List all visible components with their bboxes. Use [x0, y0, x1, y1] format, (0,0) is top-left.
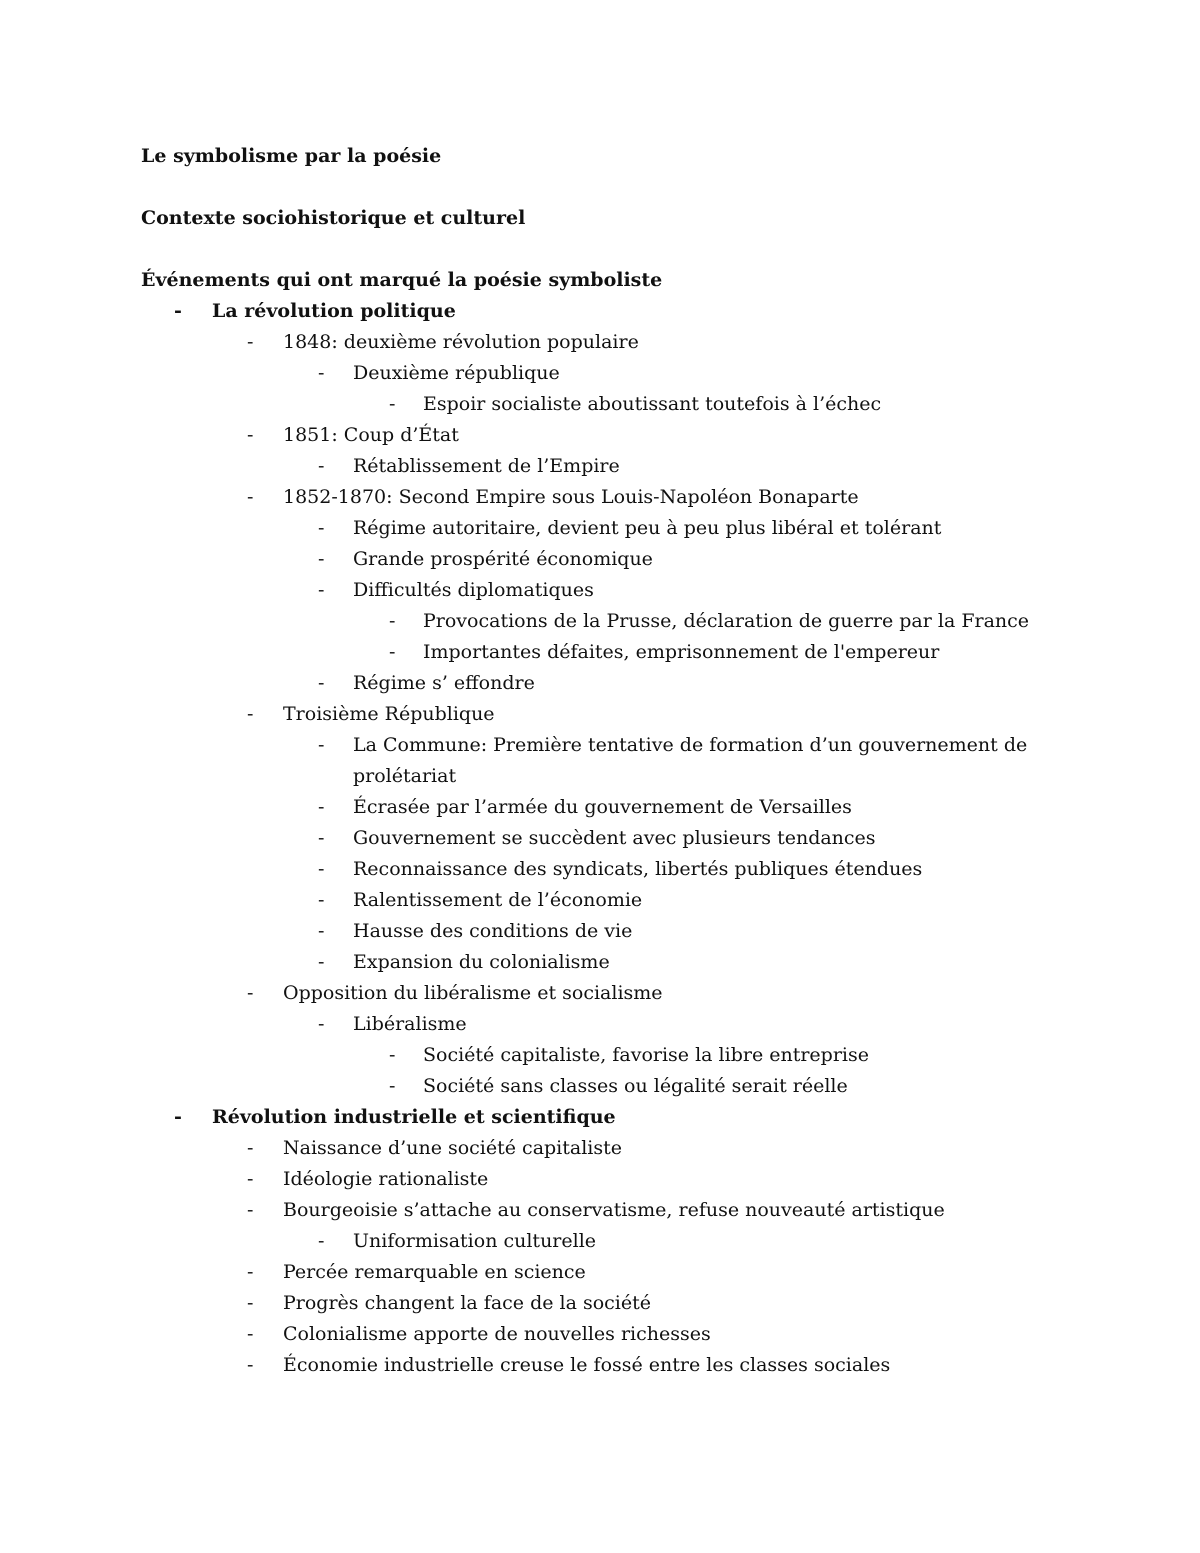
outline-item-text: Troisième République: [283, 703, 495, 725]
outline-item-level-3: [0, 823, 1200, 854]
outline-item-level-1: [0, 296, 1200, 327]
bullet-dash: -: [247, 1292, 254, 1314]
bullet-dash: -: [318, 1013, 325, 1035]
outline-item-level-2: [0, 482, 1200, 513]
outline-item-text: Rétablissement de l’Empire: [353, 455, 620, 477]
outline-item-level-2: [0, 1257, 1200, 1288]
outline-item-level-4: [0, 1071, 1200, 1102]
outline-item-level-2: [0, 1195, 1200, 1226]
bullet-dash: -: [389, 1044, 396, 1066]
outline-item-level-3: [0, 730, 1200, 792]
outline-item-level-3: [0, 947, 1200, 978]
bullet-dash: -: [318, 796, 325, 818]
outline-item-text: La révolution politique: [212, 300, 456, 322]
bullet-dash: -: [318, 579, 325, 601]
outline-item-text: Ralentissement de l’économie: [353, 889, 643, 911]
outline-item-level-4: [0, 637, 1200, 668]
outline-item-level-3: [0, 854, 1200, 885]
bullet-dash: -: [247, 1354, 254, 1376]
bullet-dash: -: [318, 517, 325, 539]
outline-item-text: Idéologie rationaliste: [283, 1168, 489, 1190]
outline-item-text: Progrès changent la face de la société: [283, 1292, 651, 1314]
outline-item-level-2: [0, 327, 1200, 358]
bullet-dash: -: [318, 1230, 325, 1252]
bullet-dash: -: [247, 1137, 254, 1159]
outline-item-text: Colonialisme apporte de nouvelles richesses: [283, 1323, 711, 1345]
outline-item-level-3: [0, 885, 1200, 916]
outline-item-level-4: [0, 1040, 1200, 1071]
outline-item-text: Hausse des conditions de vie: [353, 920, 633, 942]
outline-item-text: Grande prospérité économique: [353, 548, 653, 570]
outline-item-text: La Commune: Première tentative de formation d’un gouvernement de prolétariat: [353, 734, 1028, 787]
outline-item-level-3: [0, 513, 1200, 544]
outline-item-text: Libéralisme: [353, 1013, 467, 1035]
outline-item-level-3: [0, 668, 1200, 699]
outline-item-level-4: [0, 389, 1200, 420]
outline-item-level-2: [0, 1164, 1200, 1195]
outline-item-text: Gouvernement se succèdent avec plusieurs tendances: [353, 827, 876, 849]
outline-item-level-3: [0, 358, 1200, 389]
outline-item-text: Expansion du colonialisme: [353, 951, 610, 973]
outline-item-level-2: [0, 1350, 1200, 1381]
bullet-dash: -: [247, 1323, 254, 1345]
outline-item-text: Difficultés diplomatiques: [353, 579, 594, 601]
outline-item-level-3: [0, 792, 1200, 823]
bullet-dash: -: [318, 362, 325, 384]
bullet-dash: -: [318, 548, 325, 570]
outline-item-text: Écrasée par l’armée du gouvernement de Versailles: [353, 796, 852, 818]
outline-item-text: Société capitaliste, favorise la libre entreprise: [423, 1044, 869, 1066]
bullet-dash: -: [174, 300, 182, 322]
bullet-dash: -: [318, 672, 325, 694]
bullet-dash: -: [247, 982, 254, 1004]
outline-item-level-3: [0, 916, 1200, 947]
outline-item-text: Régime autoritaire, devient peu à peu plus libéral et tolérant: [353, 517, 942, 539]
bullet-dash: -: [247, 1261, 254, 1283]
bullet-outline: [0, 296, 1200, 1381]
bullet-dash: -: [247, 331, 254, 353]
outline-item-text: Espoir socialiste aboutissant toutefois à l’échec: [423, 393, 882, 415]
bullet-dash: -: [174, 1106, 182, 1128]
outline-item-level-4: [0, 606, 1200, 637]
bullet-dash: -: [247, 1168, 254, 1190]
outline-item-text: 1848: deuxième révolution populaire: [283, 331, 639, 353]
outline-item-text: Régime s’ effondre: [353, 672, 535, 694]
subsection-heading: Événements qui ont marqué la poésie symboliste: [141, 269, 663, 291]
outline-item-text: Société sans classes ou légalité serait réelle: [423, 1075, 848, 1097]
bullet-dash: -: [318, 889, 325, 911]
outline-item-text: Bourgeoisie s’attache au conservatisme, refuse nouveauté artistique: [283, 1199, 945, 1221]
bullet-dash: -: [247, 703, 254, 725]
outline-item-level-2: [0, 978, 1200, 1009]
bullet-dash: -: [318, 858, 325, 880]
outline-item-text: 1851: Coup d’État: [283, 424, 459, 446]
bullet-dash: -: [389, 610, 396, 632]
outline-item-text: Percée remarquable en science: [283, 1261, 586, 1283]
outline-item-text: Uniformisation culturelle: [353, 1230, 597, 1252]
outline-item-text: 1852-1870: Second Empire sous Louis-Napoléon Bonaparte: [283, 486, 859, 508]
bullet-dash: -: [247, 424, 254, 446]
outline-item-level-2: [0, 1133, 1200, 1164]
section-heading: Contexte sociohistorique et culturel: [141, 207, 526, 229]
outline-item-level-3: [0, 1009, 1200, 1040]
bullet-dash: -: [318, 455, 325, 477]
outline-item-level-2: [0, 1319, 1200, 1350]
bullet-dash: -: [318, 951, 325, 973]
outline-item-text: Naissance d’une société capitaliste: [283, 1137, 623, 1159]
bullet-dash: -: [389, 641, 396, 663]
outline-item-level-3: [0, 544, 1200, 575]
outline-item-level-3: [0, 1226, 1200, 1257]
outline-item-level-3: [0, 451, 1200, 482]
bullet-dash: -: [318, 827, 325, 849]
outline-item-level-2: [0, 420, 1200, 451]
outline-item-level-2: [0, 1288, 1200, 1319]
outline-item-level-3: [0, 575, 1200, 606]
bullet-dash: -: [389, 1075, 396, 1097]
outline-item-text: Économie industrielle creuse le fossé entre les classes sociales: [283, 1354, 891, 1376]
document-title: Le symbolisme par la poésie: [141, 145, 442, 167]
bullet-dash: -: [318, 734, 325, 756]
outline-item-text: Importantes défaites, emprisonnement de l'empereur: [423, 641, 940, 663]
bullet-dash: -: [247, 1199, 254, 1221]
outline-item-text: Révolution industrielle et scientifique: [212, 1106, 616, 1128]
outline-item-text: Opposition du libéralisme et socialisme: [283, 982, 663, 1004]
outline-item-text: Provocations de la Prusse, déclaration de guerre par la France: [423, 610, 1030, 632]
outline-item-text: Deuxième république: [353, 362, 560, 384]
outline-item-text: Reconnaissance des syndicats, libertés publiques étendues: [353, 858, 923, 880]
outline-item-level-1: [0, 1102, 1200, 1133]
bullet-dash: -: [247, 486, 254, 508]
bullet-dash: -: [389, 393, 396, 415]
outline-item-level-2: [0, 699, 1200, 730]
bullet-dash: -: [318, 920, 325, 942]
